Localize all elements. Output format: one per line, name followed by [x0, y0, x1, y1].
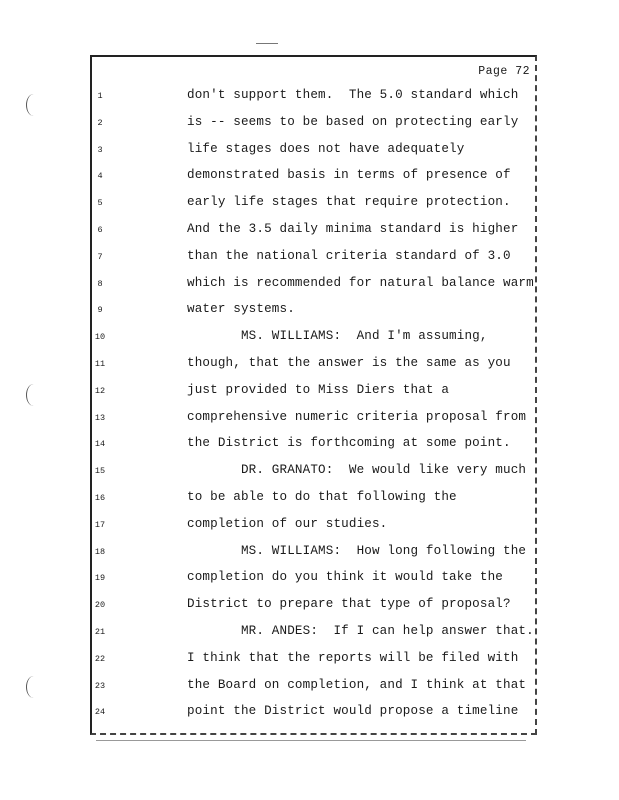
transcript-line	[90, 484, 530, 511]
line-text: water systems.	[187, 302, 295, 317]
line-text: though, that the answer is the same as you	[187, 355, 511, 370]
line-number: 11	[94, 358, 106, 369]
line-text: which is recommended for natural balance warm	[187, 275, 534, 290]
line-number: 21	[94, 626, 106, 637]
transcript-line	[90, 162, 530, 189]
line-number: 10	[94, 332, 106, 343]
line-text: the District is forthcoming at some point.	[187, 436, 511, 451]
line-text: MR. ANDES: If I can help answer that.	[187, 623, 534, 638]
line-text: just provided to Miss Diers that a	[187, 382, 450, 397]
transcript-line	[90, 270, 534, 297]
line-number: 9	[97, 305, 103, 316]
line-text: MS. WILLIAMS: And I'm assuming,	[187, 329, 488, 344]
transcript-line	[90, 618, 534, 645]
transcript-line	[90, 350, 530, 377]
punch-hole-bottom	[26, 676, 41, 698]
line-number: 18	[94, 546, 106, 557]
line-text: point the District would propose a timeline	[187, 704, 519, 719]
transcript-line	[90, 296, 530, 323]
line-text: the Board on completion, and I think at that	[187, 677, 527, 692]
page-number: Page 72	[478, 65, 530, 78]
line-number: 5	[97, 198, 103, 209]
line-number: 23	[94, 680, 106, 691]
transcript-line	[90, 136, 530, 163]
line-number: 8	[97, 278, 103, 289]
transcript-line	[90, 511, 530, 538]
line-text: comprehensive numeric criteria proposal from	[187, 409, 527, 424]
transcript-line	[90, 216, 530, 243]
line-text: demonstrated basis in terms of presence of	[187, 168, 511, 183]
line-number: 15	[94, 466, 106, 477]
transcript-line	[90, 82, 530, 109]
transcript-line	[90, 457, 530, 484]
punch-hole-middle	[26, 384, 41, 406]
line-number: 20	[94, 600, 106, 611]
line-text: to be able to do that following the	[187, 489, 457, 504]
line-text: completion of our studies.	[187, 516, 388, 531]
line-number: 22	[94, 653, 106, 664]
transcript-line	[90, 672, 530, 699]
line-text: DR. GRANATO: We would like very much	[187, 463, 527, 478]
transcript-line	[90, 564, 530, 591]
transcript-line	[90, 645, 530, 672]
line-text: is -- seems to be based on protecting early	[187, 114, 519, 129]
transcript-lines	[90, 82, 534, 725]
line-number: 4	[97, 171, 103, 182]
line-number: 12	[94, 385, 106, 396]
transcript-line	[90, 109, 530, 136]
line-text: completion do you think it would take the	[187, 570, 504, 585]
transcript-line	[90, 404, 530, 431]
line-number: 19	[94, 573, 106, 584]
line-text: don't support them. The 5.0 standard which	[187, 88, 519, 102]
line-number: 17	[94, 519, 106, 530]
line-number: 13	[94, 412, 106, 423]
scan-artifact-bottom	[96, 740, 526, 741]
line-text: early life stages that require protection.	[187, 195, 511, 210]
transcript-line	[90, 377, 530, 404]
line-number: 3	[97, 144, 103, 155]
transcript-line	[90, 698, 530, 725]
scan-artifact-top	[256, 43, 278, 44]
transcript-line	[90, 430, 530, 457]
line-text: than the national criteria standard of 3.0	[187, 248, 511, 263]
line-number: 16	[94, 492, 106, 503]
line-number: 2	[97, 117, 103, 128]
line-number: 14	[94, 439, 106, 450]
line-text: And the 3.5 daily minima standard is higher	[187, 221, 519, 236]
line-number: 24	[94, 707, 106, 718]
transcript-line	[90, 189, 530, 216]
transcript-line	[90, 243, 530, 270]
line-text: life stages does not have adequately	[187, 141, 465, 156]
line-text: District to prepare that type of proposal?	[187, 597, 511, 612]
transcript-line	[90, 591, 530, 618]
line-number: 6	[97, 224, 103, 235]
transcript-line	[90, 323, 530, 350]
line-number: 7	[97, 251, 103, 262]
transcript-line	[90, 538, 530, 565]
line-text: I think that the reports will be filed with	[187, 650, 519, 665]
line-text: MS. WILLIAMS: How long following the	[187, 543, 527, 558]
line-number: 1	[97, 91, 103, 101]
punch-hole-top	[26, 94, 41, 116]
